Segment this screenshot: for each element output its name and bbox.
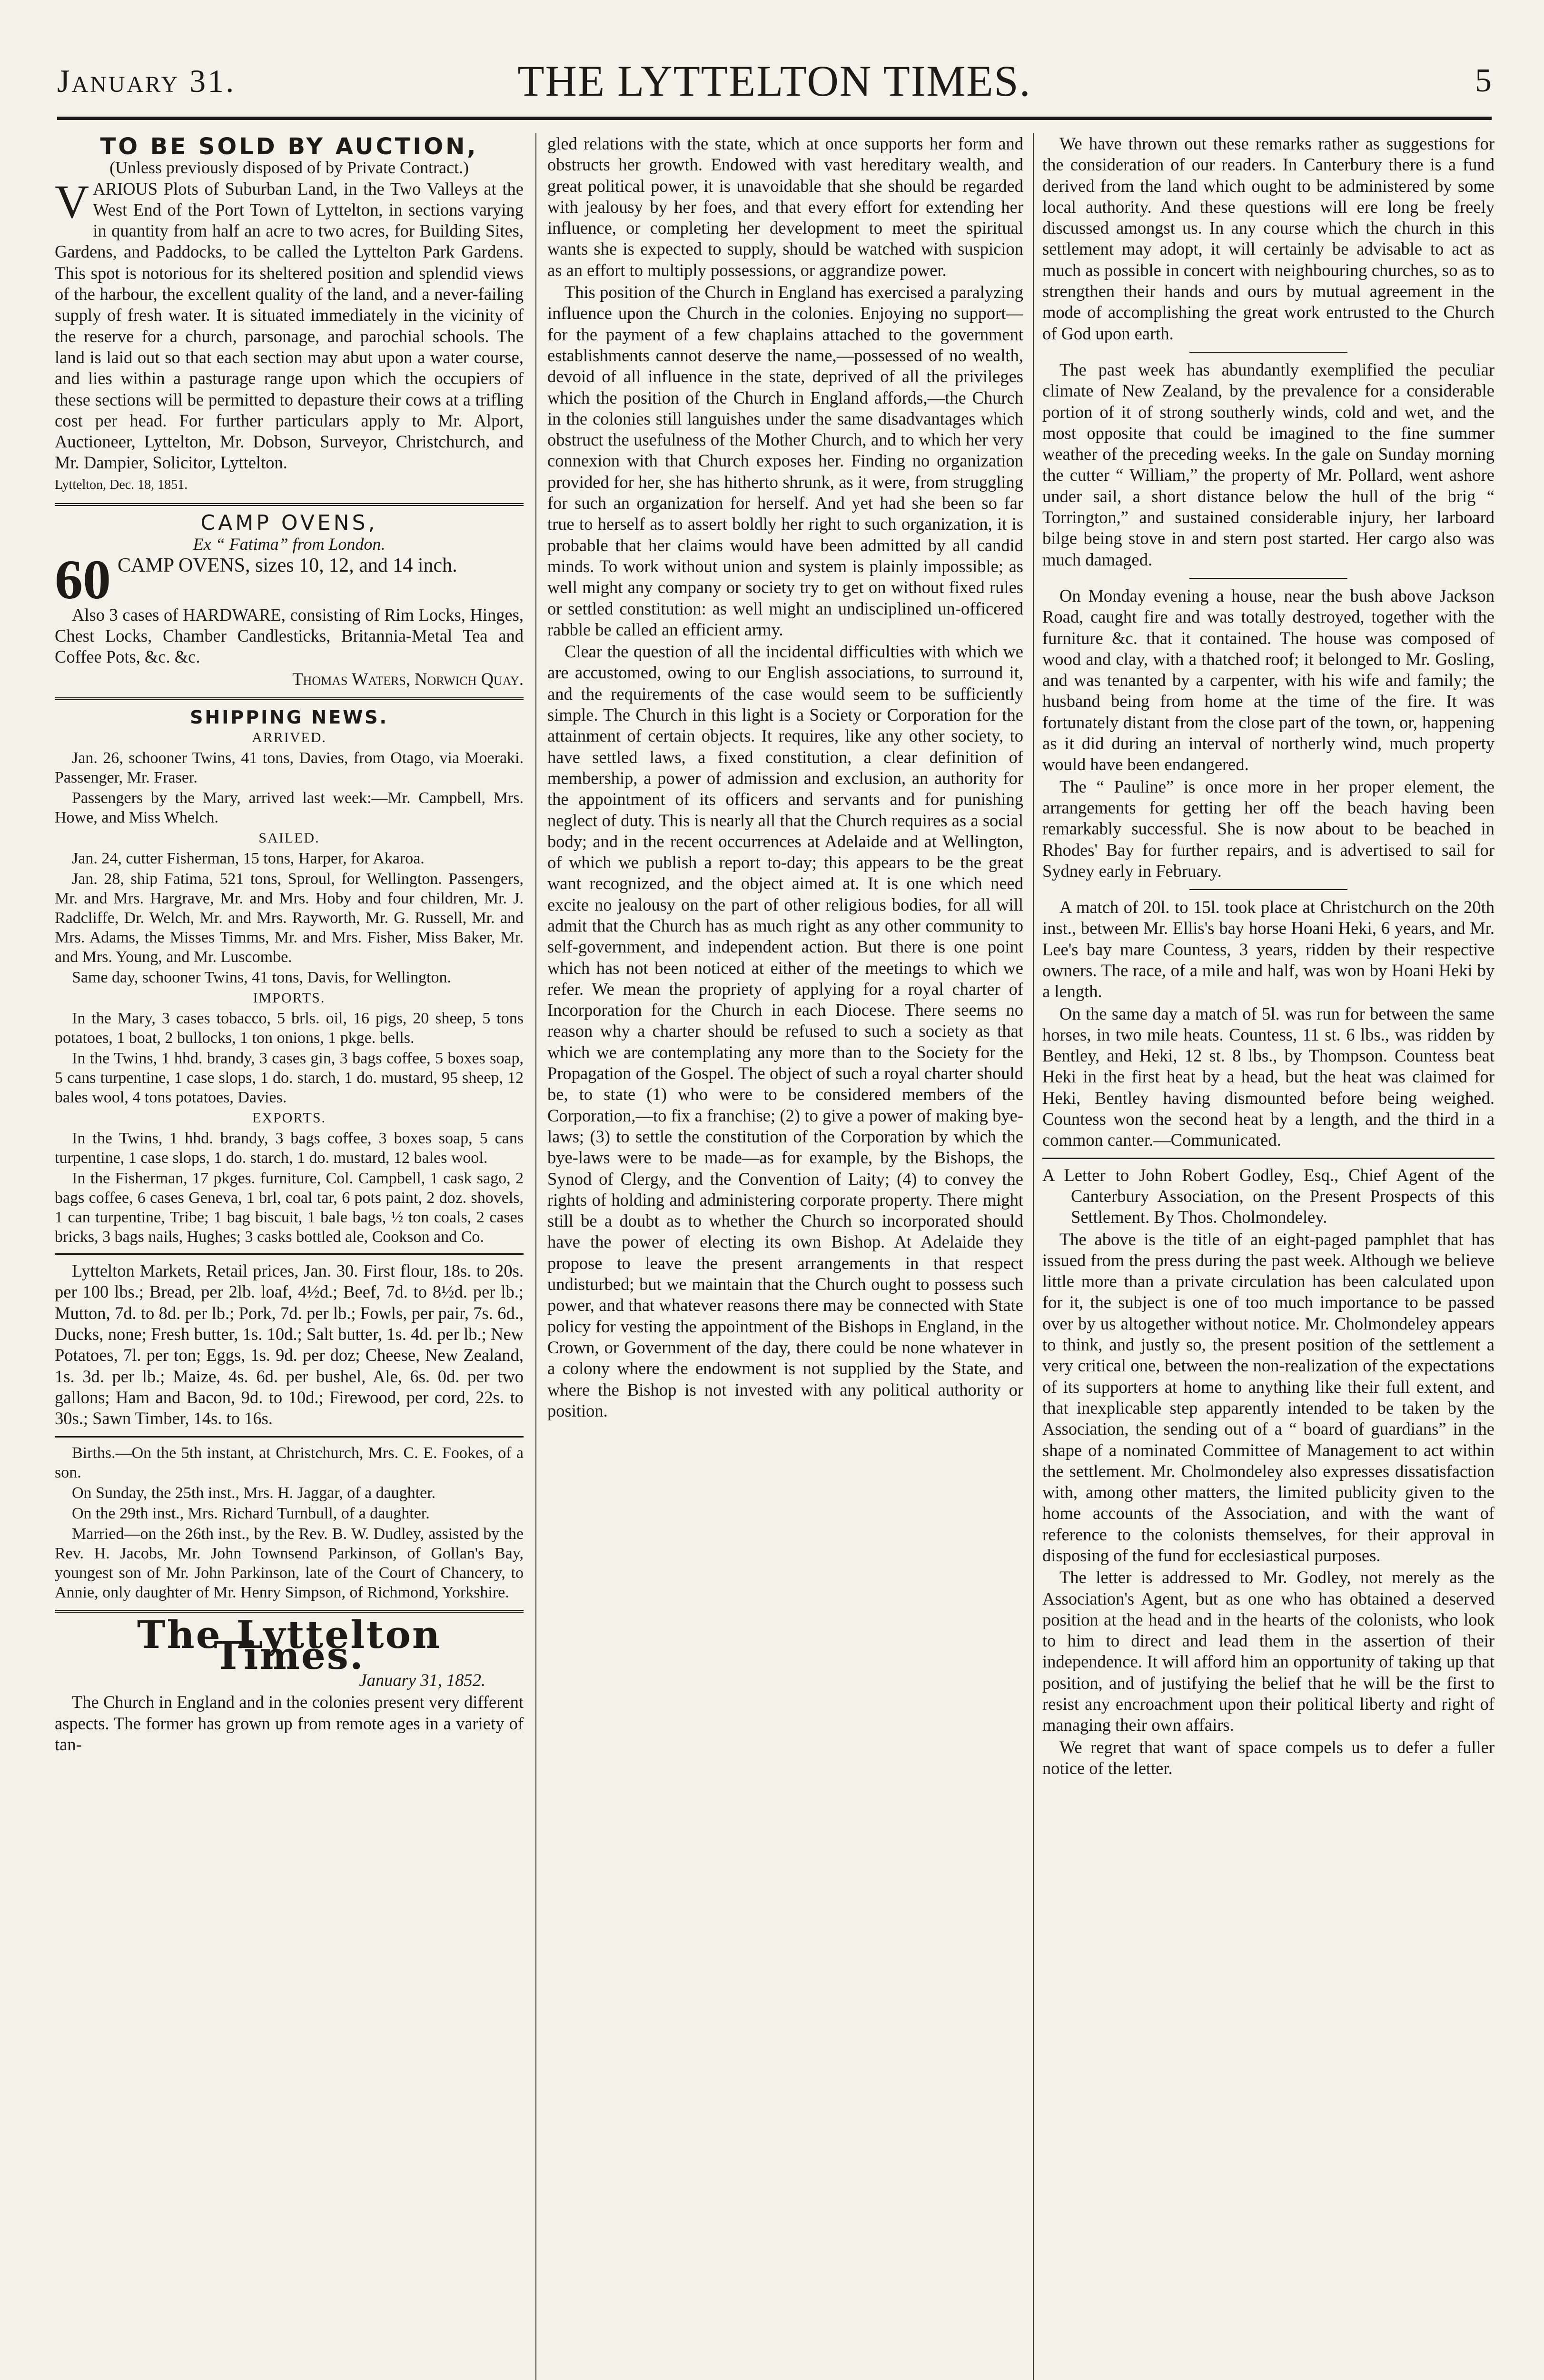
ovens-subheading: Ex “ Fatima” from London. [193, 535, 386, 554]
shipping-item: Same day, schooner Twins, 41 tons, Davis, for Wellington. [72, 969, 451, 987]
ovens-advert: 60 CAMP OVENS, sizes 10, 12, and 14 inch. [55, 548, 457, 611]
editorial-paragraph: gled relations with the state, which at once supports her form and obstructs her growth. Endowed with vast hereditary wealth, and great political power, it is unavoidable that she should be regarded with jealousy by her foes, and that every effort for extending her influence, or completing her development to meet the spiritual wants she is expected to supply, should be watched with suspicion as an effort to multiply possessions, or aggrandize power. [547, 134, 1023, 280]
exports-label: EXPORTS. [252, 1110, 327, 1126]
letter-review: The letter is addressed to Mr. Godley, not merely as the Association's Agent, but as one who has obtained a deserved position at the head and in the hearts of the colonists, who look to him to direct and lead them in the assertion of their independence. It will afford him an opportunity of taking up that position, and of justifying the belief that he will be the first to resist any encroachment upon their political liberty and right of managing their own affairs. [1042, 1567, 1495, 1735]
column-1 [55, 133, 524, 2380]
divider [55, 1436, 524, 1438]
shipping-item: Jan. 24, cutter Fisherman, 15 tons, Harper, for Akaroa. [72, 850, 425, 868]
editorial-conclusion: We have thrown out these remarks rather as suggestions for the consideration of our readers. In Canterbury there is a fund derived from the land which ought to be administered by some local authority. And these questions will ere long be freely discussed amongst us. In any course which the church in this settlement may adopt, it will certainly be advisable to act as much as possible in concert with neighbouring churches, so as to strengthen their hands and ours by mutual agreement in the mode of accomplishing the great work entrusted to the Church of God upon earth. [1042, 134, 1495, 343]
fire-report: On Monday evening a house, near the bush above Jackson Road, caught fire and was totally destroyed, together with the furniture &c. that it contained. The house was composed of wood and clay, with a thatched roof; it belonged to Mr. Gosling, and was tenanted by a carpenter, with his wife and family; the husband being from home at the time of the fire. It was fortunately distant from the close part of the town, or, happening as it did during an interval of northerly wind, much property would have been endangered. [1042, 585, 1495, 774]
weather-report: The past week has abundantly exemplified the peculiar climate of New Zealand, by the prevalence for a considerable portion of it of strong southerly winds, cold and wet, and the most opposite that could be imagined to the fine summer weather of the preceding weeks. In the gale on Sunday morning the cutter “ William,” the property of Mr. Pollard, went ashore under sail, a short distance below the hull of the brig “ Torrington,” and sustained considerable injury, her larboard bilge being stove in and stern post started. Her cargo also was much damaged. [1042, 359, 1495, 569]
page-number: 5 [1475, 62, 1492, 99]
editorial-paragraph: This position of the Church in England has exercised a paralyzing influence upon the Church in the colonies. Enjoying no support—for the payment of a few chaplains attached to the government establishments cannot deserve the name,—possessed of no wealth, devoid of all influence in the state, deprived of all the privileges which the position of the Church in England affords,—the Church in the colonies still languishes under the same disadvantages which obstruct the usefulness of the Mother Church, and to which her very connexion with that Church exposes her. Finding no organization provided for her, she has hitherto shrunk, as it were, from struggling for such an organization for herself. And yet had she been so far true to herself as to assert boldly her right to such organization, it is probable that her claims would have been admitted by all candid minds. To work without union and system is plainly impossible; as well might any company or society try to get on without fixed rules or settled constitution: as well might an undisciplined un-officered rabble be called an efficient army. [547, 282, 1023, 639]
shipping-item: Jan. 26, schooner Twins, 41 tons, Davies, from Otago, via Moeraki. Passenger, Mr. Fraser. [55, 749, 524, 787]
ovens-body: Also 3 cases of HARDWARE, consisting of Rim Locks, Hinges, Chest Locks, Chamber Candlesticks, Britannia-Metal Tea and Coffee Pots, &c. &c. [55, 605, 524, 667]
arrived-label: ARRIVED. [252, 730, 327, 746]
ovens-signature: Thomas Waters, Norwich Quay. [292, 669, 524, 689]
divider [55, 697, 524, 700]
shipping-item: In the Fisherman, 17 pkges. furniture, Col. Campbell, 1 cask sago, 2 bags coffee, 6 cases Geneva, 1 brl, coal tar, 6 pots paint, 2 doz. shovels, 1 can turpentine, Tribe; 1 bag biscuit, 1 bale bags, ½ ton coals, 2 cases bricks, 3 bags nails, Hughes; 3 casks bottled ale, Cookson and Co. [55, 1170, 524, 1246]
editorial-date: January 31, 1852. [359, 1670, 485, 1690]
shipping-item: In the Twins, 1 hhd. brandy, 3 bags coffee, 3 boxes soap, 5 cans turpentine, 1 case slops, 1 do. starch, 1 do. mustard, 12 bales wool. [55, 1130, 524, 1167]
column-rule [1033, 133, 1034, 2380]
masthead-date: January 31. [57, 62, 236, 99]
shipping-heading: SHIPPING NEWS. [190, 706, 388, 728]
divider [1042, 1158, 1495, 1159]
auction-heading: TO BE SOLD BY AUCTION, [100, 133, 478, 160]
shipping-item: Jan. 28, ship Fatima, 521 tons, Sproul, for Wellington. Passengers, Mr. and Mrs. Hargrave, Mr. and Mrs. Hoby and four children, Mr. J. Radcliffe, Dr. Welch, Mr. and Mrs. Rayworth, Mr. G. Russell, Mr. and Mrs. Adams, the Misses Timms, Mr. and Mrs. Fisher, Miss Baker, Mr. and Mrs. Young, and Mr. Luscombe. [55, 870, 524, 966]
sailed-label: SAILED. [258, 830, 320, 846]
imports-label: IMPORTS. [253, 990, 326, 1006]
auction-subheading: (Unless previously disposed of by Private Contract.) [109, 158, 469, 178]
drop-cap: V [55, 175, 89, 228]
ovens-heading: CAMP OVENS, [200, 511, 378, 536]
race-report: On the same day a match of 5l. was run for between the same horses, in two mile heats. Countess, 11 st. 6 lbs., was ridden by Bentley, and Heki, 12 st. 8 lbs., by Thompson. Countess beat Heki in the first heat by a head, but the heat was claimed for Heki, Bentley having dismounted before being weighed. Countess won the second heat by a length, and the third in a common canter.—Communicated. [1042, 1003, 1495, 1150]
auction-dateline: Lyttelton, Dec. 18, 1851. [55, 477, 188, 492]
shipping-item: Passengers by the Mary, arrived last week:—Mr. Campbell, Mrs. Howe, and Miss Whelch. [55, 789, 524, 827]
column-2 [547, 133, 1023, 2380]
ovens-count: 60 [55, 548, 111, 611]
newspaper-title: THE LYTTELTON TIMES. [517, 57, 1031, 105]
shipping-item: In the Mary, 3 cases tobacco, 5 brls. oil, 16 pigs, 20 sheep, 5 tons potatoes, 1 boat, 2 bullocks, 1 ton onions, 1 pkge. bells. [55, 1010, 524, 1047]
letter-review: The above is the title of an eight-paged pamphlet that has issued from the press during the past week. Although we believe little more than a private circulation has been calculated upon for it, the subject is one of too much importance to be passed over by us altogether without notice. Mr. Cholmondeley appears to think, and justly so, the present position of the settlement a very critical one, between the non-realization of the expectations of its supporters at home to anything like their full extent, and that inexplicable step apparently intended to be taken by the Association, the sending out of a “ board of guardians” in the shape of a nominated Committee of Management to act within the settlement. Mr. Cholmondeley also expresses dissatisfaction with, among other matters, the limited publicity given to the home accounts of the Association, and with the want of reference to the colonists themselves, for their approval in disposing of the fund for ecclesiastical purposes. [1042, 1229, 1495, 1565]
editorial-paragraph: Clear the question of all the incidental difficulties with which we are accustomed, owing to our English associations, to surround it, and the requirements of the case would seem to be sufficiently simple. The Church in this light is a Society or Corporation for the attainment of certain objects. It requires, like any other society, to have settled laws, a fixed constitution, a clear definition of membership, a power of admission and exclusion, an authority for the appointment of its officers and servants and for punishing neglect of duty. This is nearly all that the Church requires as a social body; and in the recent occurrences at Adelaide and at Wellington, of which we publish a report to-day; this appears to be the great want recognized, and the object aimed at. It is one which need excite no jealousy on the part of other religious bodies, for all will admit that the Church has as much right as any other community to self-government, and independent action. But there is one point which has not been noticed at either of the meetings to which we refer. We mean the propriety of applying for a royal charter of Incorporation for the Church in each Diocese. There seems no reason why a charter should be refused to such a society as that which we are contemplating any more than to the Society for the Propagation of the Gospel. The object of such a royal charter should be, to state (1) who were to be considered members of the Corporation,—to fix a franchise; (2) to give a power of making bye-laws; (3) to settle the constitution of the Corporation by which the bye-laws were to be made—as for example, by the Bishops, the Synod of Clergy, and the Convention of Laity; (4) to convey the rights of holding and administering corporate property. There might still be a doubt as to whether the Church so incorporated should have the power of electing its own Bishop. At Adelaide they propose to leave the present arrangements in that respect undisturbed; but we maintain that the Church ought to possess such power, and that whatever reasons there may be connected with State policy for vesting the appointment of the Bishops in England, in the Crown, or Government of the day, there could be none whatever in a colony where the endowment is not supplied by the State, and where the Bishop is not invested with any political authority or position. [547, 642, 1023, 1420]
divider [1189, 578, 1348, 579]
masthead [57, 45, 1492, 120]
letter-heading: A Letter to John Robert Godley, Esq., Chief Agent of the Canterbury Association, on the Present Prospects of this Settlement. By Thos. Cholmondeley. [1042, 1165, 1495, 1227]
shipping-item: In the Twins, 1 hhd. brandy, 3 cases gin, 3 bags coffee, 5 boxes soap, 5 cans turpentine, 1 case slops, 1 do. starch, 1 do. mustard, 95 sheep, 12 bales wool, 4 tons potatoes, Davies. [55, 1050, 524, 1107]
editorial-title: The Lyttelton Times. [137, 1612, 441, 1678]
divider [55, 503, 524, 506]
auction-notice: VARIOUS Plots of Suburban Land, in the Two Valleys at the West End of the Port Town of Lyttelton, in sections varying in quantity from half an acre to two acres, for Building Sites, Gardens, and Paddocks, to be called the Lyttelton Park Gardens. This spot is notorious for its sheltered position and splendid views of the harbour, the excellent quality of the land, and a never-failing supply of fresh water. It is situated immediately in the vicinity of the reserve for a church, parsonage, and parochial schools. The land is laid out so that each section may abut upon a water course, and lies within a pasturage range upon which the occupiers of these sections will be permitted to depasture their cows at a trifling cost per head. For further particulars apply to Mr. Alport, Auctioneer, Lyttelton, Mr. Dobson, Surveyor, Christchurch, and Mr. Dampier, Solicitor, Lyttelton. [55, 175, 524, 473]
divider [1189, 352, 1348, 353]
letter-review: We regret that want of space compels us to defer a fuller notice of the letter. [1042, 1737, 1495, 1778]
birth-notice: On Sunday, the 25th inst., Mrs. H. Jaggar, of a daughter. [72, 1484, 436, 1502]
editorial-opening: The Church in England and in the colonies present very different aspects. The former has grown up from remote ages in a variety of tan- [55, 1692, 524, 1754]
birth-notice: Births.—On the 5th instant, at Christchurch, Mrs. C. E. Fookes, of a son. [55, 1444, 524, 1481]
pauline-report: The “ Pauline” is once more in her proper element, the arrangements for getting her off the beach having been remarkably successful. She is now about to be beached in Rhodes' Bay for further repairs, and is advertised to sail for Sydney early in February. [1042, 776, 1495, 881]
column-3 [1042, 133, 1495, 2380]
birth-notice: On the 29th inst., Mrs. Richard Turnbull, of a daughter. [72, 1504, 430, 1522]
column-rule [535, 133, 536, 2380]
divider [55, 1253, 524, 1255]
markets-report: Lyttelton Markets, Retail prices, Jan. 30. First flour, 18s. to 20s. per 100 lbs.; Bread, per 2lb. loaf, 4½d.; Beef, 7d. to 8½d. per lb.; Mutton, 7d. to 8d. per lb.; Pork, 7d. per lb.; Fowls, per pair, 7s. 6d., Ducks, none; Fresh butter, 1s. 10d.; Salt butter, 1s. 4d. per lb.; New Potatoes, 7l. per ton; Eggs, 1s. 9d. per doz; Cheese, New Zealand, 1s. 3d. per lb.; Maize, 4s. 6d. per bushel, Ale, 6s. 0d. per two gallons; Ham and Bacon, 9d. to 10d.; Firewood, per cord, 22s. to 30s.; Sawn Timber, 14s. to 16s. [55, 1261, 524, 1428]
race-report: A match of 20l. to 15l. took place at Christchurch on the 20th inst., between Mr. Ellis's bay horse Hoani Heki, 6 years, and Mr. Lee's bay mare Countess, 3 years, ridden by their respective owners. The race, of a mile and half, was won by Hoani Heki by a length. [1042, 897, 1495, 1002]
marriage-notice: Married—on the 26th inst., by the Rev. B. W. Dudley, assisted by the Rev. H. Jacobs, Mr. John Townsend Parkinson, of Gollan's Bay, youngest son of Mr. John Parkinson, late of the Court of Chancery, to Annie, only daughter of Mr. Henry Simpson, of Richmond, Yorkshire. [55, 1525, 524, 1601]
divider [1189, 889, 1348, 890]
